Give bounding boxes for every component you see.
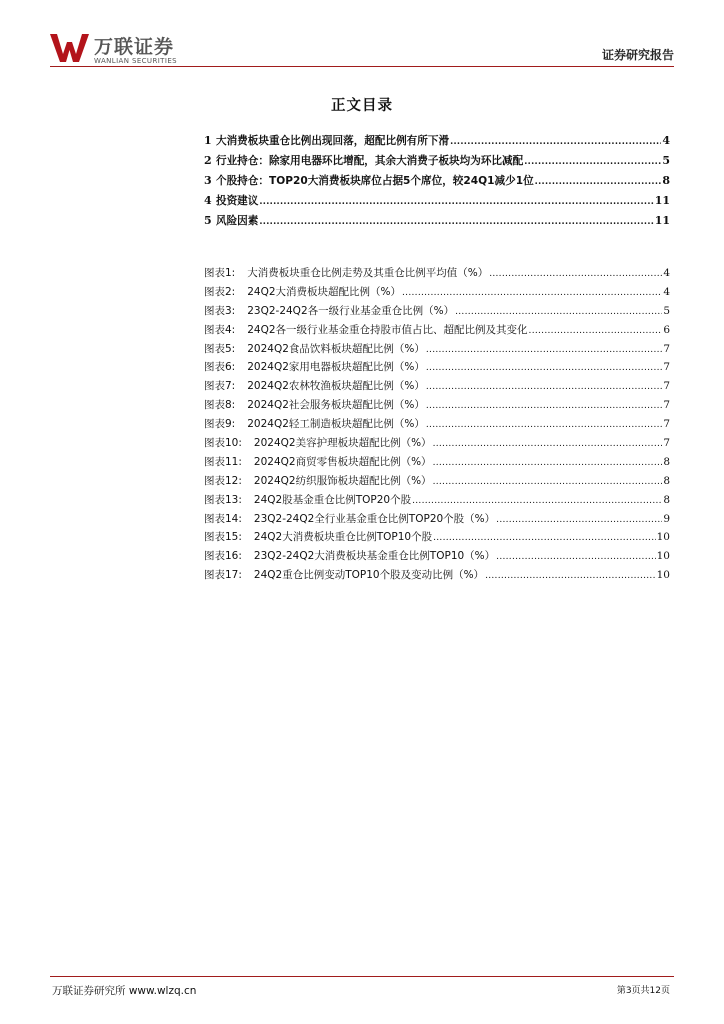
header-divider <box>50 66 674 67</box>
figure-label: 图表14: <box>204 512 242 525</box>
figure-title: 2024Q2食品饮料板块超配比例（%） <box>247 342 425 355</box>
dot-leader <box>496 550 655 562</box>
toc-entry-page: 8 <box>662 174 670 187</box>
footer-divider <box>50 976 674 977</box>
dot-leader <box>426 343 662 355</box>
figure-list <box>204 265 670 586</box>
dot-leader <box>426 399 662 411</box>
figure-label: 图表12: <box>204 474 242 487</box>
dot-leader <box>426 361 662 373</box>
dot-leader <box>433 475 663 487</box>
toc-entry-page: 5 <box>662 154 670 167</box>
figure-page: 7 <box>663 380 670 393</box>
figure-page: 10 <box>656 531 670 544</box>
figure-entry[interactable] <box>204 265 670 284</box>
figure-title: 2024Q2轻工制造板块超配比例（%） <box>247 418 425 431</box>
figure-page: 8 <box>663 474 670 487</box>
figure-entry[interactable] <box>204 341 670 360</box>
footer-source: 万联证券研究所 www.wlzq.cn <box>52 985 197 997</box>
figure-page: 8 <box>663 455 670 468</box>
figure-title: 23Q2-24Q2各一级行业基金重仓比例（%） <box>247 304 455 317</box>
figure-entry[interactable] <box>204 378 670 397</box>
dot-leader <box>426 380 662 392</box>
figure-page: 7 <box>663 418 670 431</box>
figure-page: 7 <box>663 437 670 450</box>
figure-entry[interactable] <box>204 454 670 473</box>
figure-label: 图表13: <box>204 493 242 506</box>
toc-entry-text: 行业持仓：除家用电器环比增配，其余大消费子板块均为环比减配 <box>216 155 524 167</box>
toc-title: 正文目录 <box>331 98 393 114</box>
figure-title: 24Q2重仓比例变动TOP10个股及变动比例（%） <box>253 569 485 582</box>
company-logo <box>50 28 210 68</box>
dot-leader <box>259 214 653 227</box>
figure-title: 2024Q2美容护理板块超配比例（%） <box>253 437 432 450</box>
figure-title: 24Q2各一级行业基金重仓持股市值占比、超配比例及其变化 <box>247 323 528 336</box>
report-type-label: 证券研究报告 <box>601 48 674 62</box>
figure-title: 24Q2股基金重仓比例TOP20个股 <box>253 493 412 506</box>
toc-entry-page: 11 <box>654 194 670 207</box>
figure-label: 图表6: <box>204 361 236 374</box>
dot-leader <box>412 494 662 506</box>
toc-entry-text: 个股持仓：TOP20大消费板块席位占据5个席位，较24Q1减少1位 <box>216 175 534 187</box>
toc-entry[interactable] <box>204 173 670 193</box>
dot-leader <box>455 305 662 317</box>
figure-label: 图表9: <box>204 418 236 431</box>
figure-title: 大消费板块重仓比例走势及其重仓比例平均值（%） <box>247 267 489 279</box>
figure-title: 2024Q2纺织服饰板块超配比例（%） <box>253 474 432 487</box>
toc-entry-number: 1 <box>204 134 212 147</box>
figure-label: 图表10: <box>204 437 242 450</box>
figure-page: 9 <box>663 512 670 525</box>
figure-label: 图表2: <box>204 285 236 298</box>
figure-label: 图表16: <box>204 550 242 563</box>
figure-page: 4 <box>663 267 670 279</box>
figure-entry[interactable] <box>204 359 670 378</box>
figure-page: 8 <box>663 493 670 506</box>
figure-label: 图表7: <box>204 380 236 393</box>
figure-label: 图表11: <box>204 455 242 468</box>
figure-title: 23Q2-24Q2全行业基金重仓比例TOP20个股（%） <box>253 512 496 525</box>
figure-page: 6 <box>663 323 670 336</box>
figure-entry[interactable] <box>204 303 670 322</box>
figure-title: 2024Q2农林牧渔板块超配比例（%） <box>247 380 425 393</box>
toc-entry-text: 风险因素 <box>216 215 259 227</box>
toc-entry-number: 2 <box>204 154 212 167</box>
page-header <box>50 28 674 68</box>
figure-label: 图表8: <box>204 399 236 412</box>
figure-entry[interactable] <box>204 397 670 416</box>
toc-entry-number: 3 <box>204 174 212 187</box>
table-of-contents <box>204 133 670 233</box>
toc-entry[interactable] <box>204 133 670 153</box>
figure-title: 2024Q2家用电器板块超配比例（%） <box>247 361 425 374</box>
figure-entry[interactable] <box>204 473 670 492</box>
toc-entry-text: 投资建议 <box>216 195 259 207</box>
figure-entry[interactable] <box>204 322 670 341</box>
toc-entry-number: 4 <box>204 194 212 207</box>
dot-leader <box>433 531 656 543</box>
figure-entry[interactable] <box>204 492 670 511</box>
logo-english-name: WANLIAN SECURITIES <box>94 57 177 65</box>
figure-label: 图表3: <box>204 304 236 317</box>
dot-leader <box>496 513 662 525</box>
logo-chinese-name: 万联证券 <box>94 36 175 58</box>
figure-title: 2024Q2商贸零售板块超配比例（%） <box>253 455 432 468</box>
page-number: 第3页共12页 <box>616 986 670 996</box>
toc-entry-page: 4 <box>662 134 670 147</box>
dot-leader <box>485 569 656 581</box>
dot-leader <box>524 154 661 167</box>
figure-label: 图表4: <box>204 323 236 336</box>
figure-page: 7 <box>663 399 670 412</box>
figure-title: 23Q2-24Q2大消费板块基金重仓比例TOP10（%） <box>253 550 496 563</box>
dot-leader <box>450 134 661 147</box>
wanlian-logo-icon <box>50 34 90 62</box>
figure-title: 24Q2大消费板块超配比例（%） <box>247 285 402 298</box>
figure-label: 图表5: <box>204 342 236 355</box>
figure-page: 10 <box>656 569 670 582</box>
toc-entry-page: 11 <box>654 214 670 227</box>
dot-leader <box>402 286 662 298</box>
figure-page: 7 <box>663 361 670 374</box>
toc-entry[interactable] <box>204 153 670 173</box>
figure-entry[interactable] <box>204 284 670 303</box>
figure-label: 图表15: <box>204 531 242 544</box>
toc-entry-number: 5 <box>204 214 212 227</box>
dot-leader <box>259 194 653 207</box>
dot-leader <box>426 418 662 430</box>
figure-label: 图表1: <box>204 267 236 279</box>
figure-entry[interactable] <box>204 567 670 586</box>
toc-entry-text: 大消费板块重仓比例出现回落，超配比例有所下滑 <box>216 135 450 147</box>
dot-leader <box>529 324 663 336</box>
figure-page: 10 <box>656 550 670 563</box>
dot-leader <box>433 456 663 468</box>
dot-leader <box>489 267 662 279</box>
dot-leader <box>535 174 662 187</box>
figure-title: 24Q2大消费板块重仓比例TOP10个股 <box>253 531 433 544</box>
figure-entry[interactable] <box>204 548 670 567</box>
toc-entry[interactable] <box>204 193 670 213</box>
toc-entry[interactable] <box>204 213 670 233</box>
figure-page: 7 <box>663 342 670 355</box>
figure-entry[interactable] <box>204 416 670 435</box>
figure-entry[interactable] <box>204 435 670 454</box>
figure-title: 2024Q2社会服务板块超配比例（%） <box>247 399 425 412</box>
dot-leader <box>433 437 663 449</box>
figure-label: 图表17: <box>204 569 242 582</box>
figure-entry[interactable] <box>204 529 670 548</box>
figure-page: 4 <box>663 285 670 298</box>
figure-entry[interactable] <box>204 511 670 530</box>
figure-page: 5 <box>663 304 670 317</box>
